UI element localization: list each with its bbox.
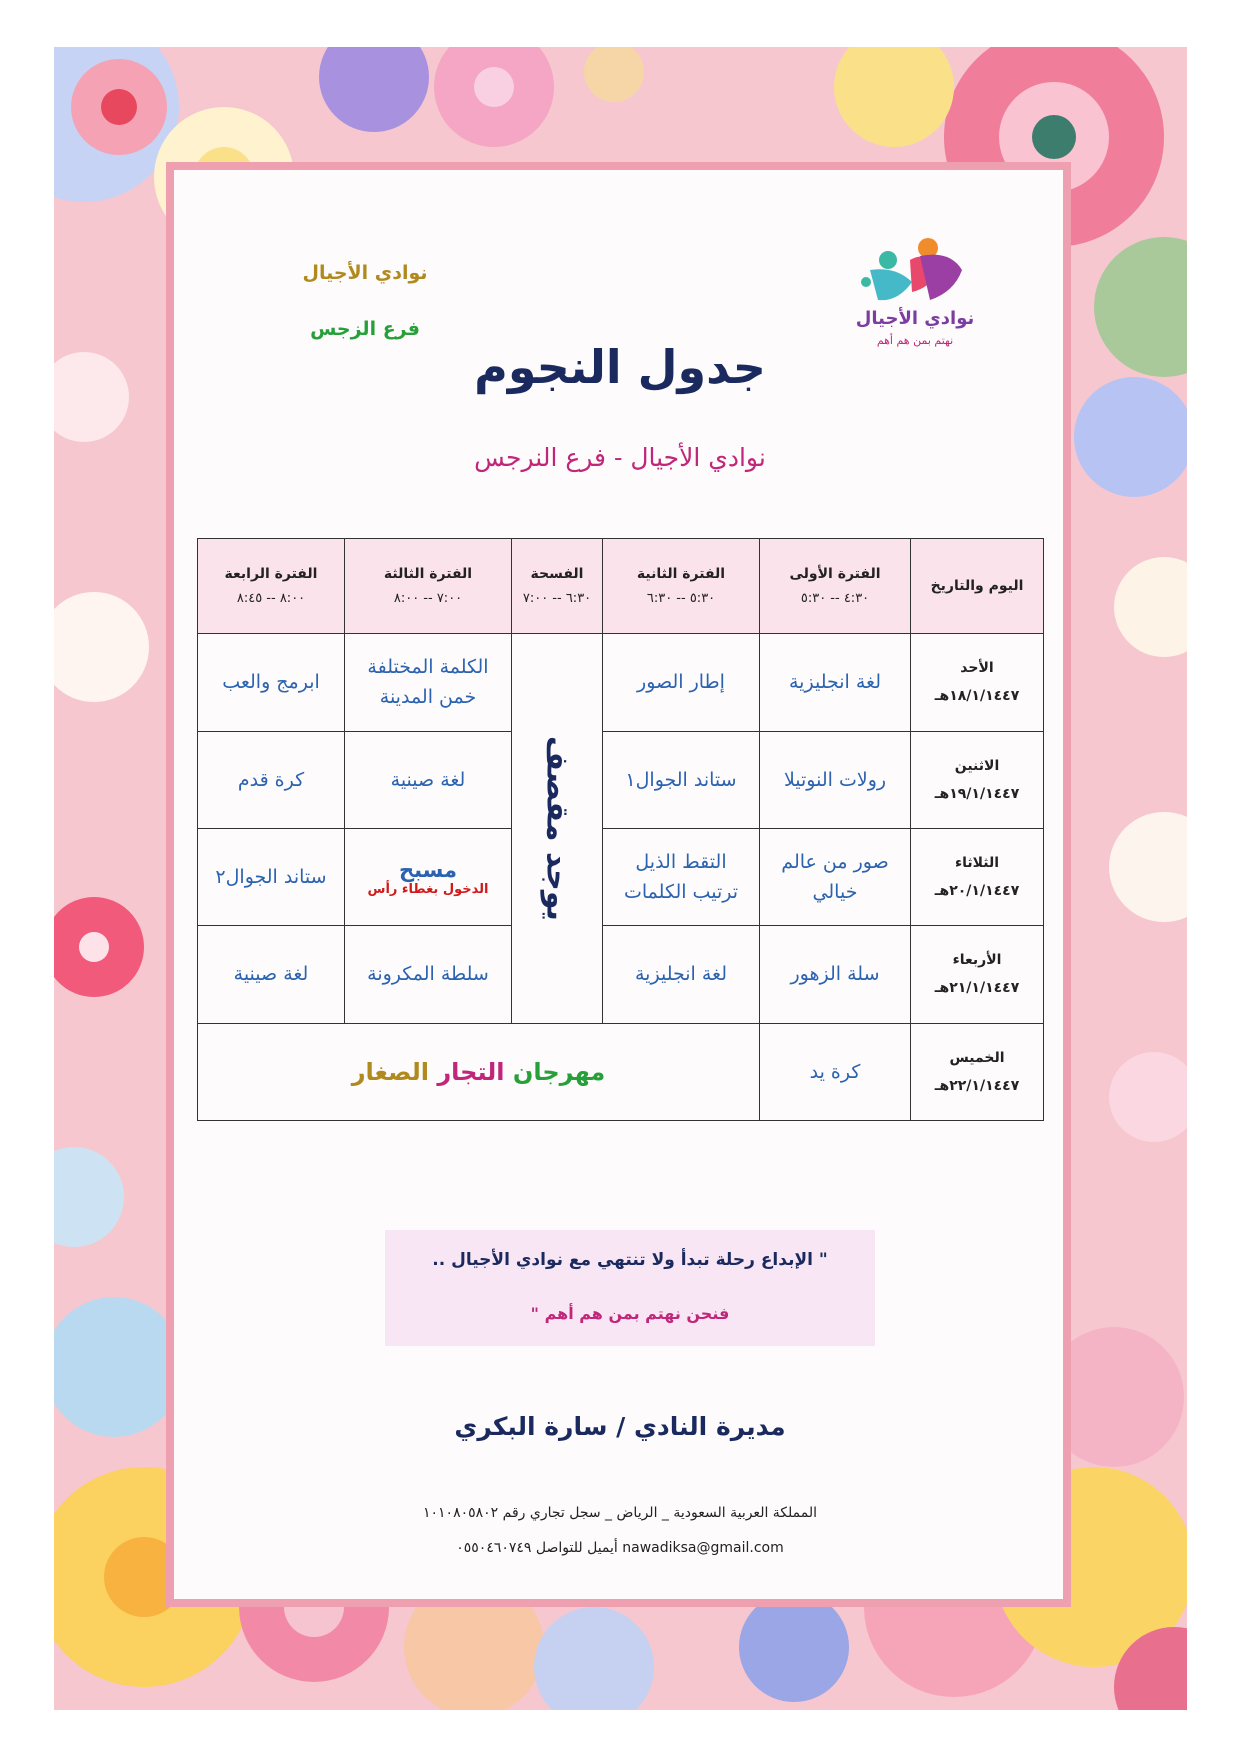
- header-period-3: الفترة الثالثة ٧:٠٠ -- ٨:٠٠: [345, 539, 512, 634]
- schedule-table: [197, 538, 1044, 1121]
- quote-line-2: فنحن نهتم بمن هم أهم ": [530, 1304, 730, 1323]
- org-name: نوادي الأجيال: [302, 262, 428, 284]
- table-row: [198, 828, 1044, 925]
- page-title: جدول النجوم: [474, 340, 766, 394]
- header-period-2: الفترة الثانية ٥:٣٠ -- ٦:٣٠: [603, 539, 760, 634]
- quote-line-1: " الإبداع رحلة تبدأ ولا تنتهي مع نوادي الأجيال ..: [432, 1250, 828, 1270]
- activity-cell: صور من عالم خيالي: [760, 828, 911, 925]
- club-logo: [850, 230, 980, 360]
- break-text: يوجد مقصف: [539, 736, 575, 921]
- day-cell: الأحد ١٨/١/١٤٤٧هـ: [911, 634, 1044, 731]
- footer-address: المملكة العربية السعودية _ الرياض _ سجل تجاري رقم ١٠١٠٨٠٥٨٠٢: [422, 1505, 818, 1521]
- branch-name: فرع الزجس: [310, 318, 420, 340]
- activity-cell: التقط الذيل ترتيب الكلمات: [603, 828, 760, 925]
- activity-cell: مسبح الدخول بغطاء رأس: [345, 828, 512, 925]
- break-cell: [512, 634, 603, 1023]
- table-row: [198, 634, 1044, 731]
- activity-cell: كرة قدم: [198, 731, 345, 828]
- activity-cell: كرة يد: [760, 1023, 911, 1120]
- activity-cell: لغة انجليزية: [603, 926, 760, 1023]
- signature: مديرة النادي / سارة البكري: [454, 1412, 786, 1441]
- festival-word-3: الصغار: [351, 1057, 429, 1086]
- festival-word-1: مهرجان: [512, 1057, 606, 1086]
- day-cell: الاثنين ١٩/١/١٤٤٧هـ: [911, 731, 1044, 828]
- activity-cell: لغة صينية: [345, 731, 512, 828]
- festival-cell: [198, 1023, 760, 1120]
- activity-cell: الكلمة المختلفة خمن المدينة: [345, 634, 512, 731]
- activity-cell: رولات النوتيلا: [760, 731, 911, 828]
- logo-mark-icon: [850, 230, 980, 310]
- page-subtitle: نوادي الأجيال - فرع النرجس: [474, 443, 766, 472]
- table-row: [198, 1023, 1044, 1120]
- swim-note: الدخول بغطاء رأس: [367, 881, 489, 897]
- day-cell: الخميس ٢٢/١/١٤٤٧هـ: [911, 1023, 1044, 1120]
- header-break: الفسحة ٦:٣٠ -- ٧:٠٠: [512, 539, 603, 634]
- festival-word-2: التجار: [437, 1057, 505, 1086]
- footer-contact: nawadiksa@gmail.com أيميل للتواصل ٠٥٥٠٤٦٠٧٤٩: [456, 1540, 784, 1556]
- day-cell: الأربعاء ٢١/١/١٤٤٧هـ: [911, 926, 1044, 1023]
- header-period-4: الفترة الرابعة ٨:٠٠ -- ٨:٤٥: [198, 539, 345, 634]
- activity-cell: سلطة المكرونة: [345, 926, 512, 1023]
- table-row: [198, 926, 1044, 1023]
- table-row: [198, 731, 1044, 828]
- day-cell: الثلاثاء ٢٠/١/١٤٤٧هـ: [911, 828, 1044, 925]
- activity-cell: ابرمج والعب: [198, 634, 345, 731]
- activity-cell: ستاند الجوال١: [603, 731, 760, 828]
- activity-cell: سلة الزهور: [760, 926, 911, 1023]
- logo-tagline: نهتم بمن هم أهم: [876, 334, 954, 347]
- activity-cell: ستاند الجوال٢: [198, 828, 345, 925]
- quote-box: [385, 1230, 875, 1346]
- activity-cell: إطار الصور: [603, 634, 760, 731]
- header-day: اليوم والتاريخ: [911, 539, 1044, 634]
- activity-cell: لغة صينية: [198, 926, 345, 1023]
- activity-cell: لغة انجليزية: [760, 634, 911, 731]
- logo-text: نوادي الأجيال: [855, 308, 975, 329]
- table-header-row: [198, 539, 1044, 634]
- header-period-1: الفترة الأولى ٤:٣٠ -- ٥:٣٠: [760, 539, 911, 634]
